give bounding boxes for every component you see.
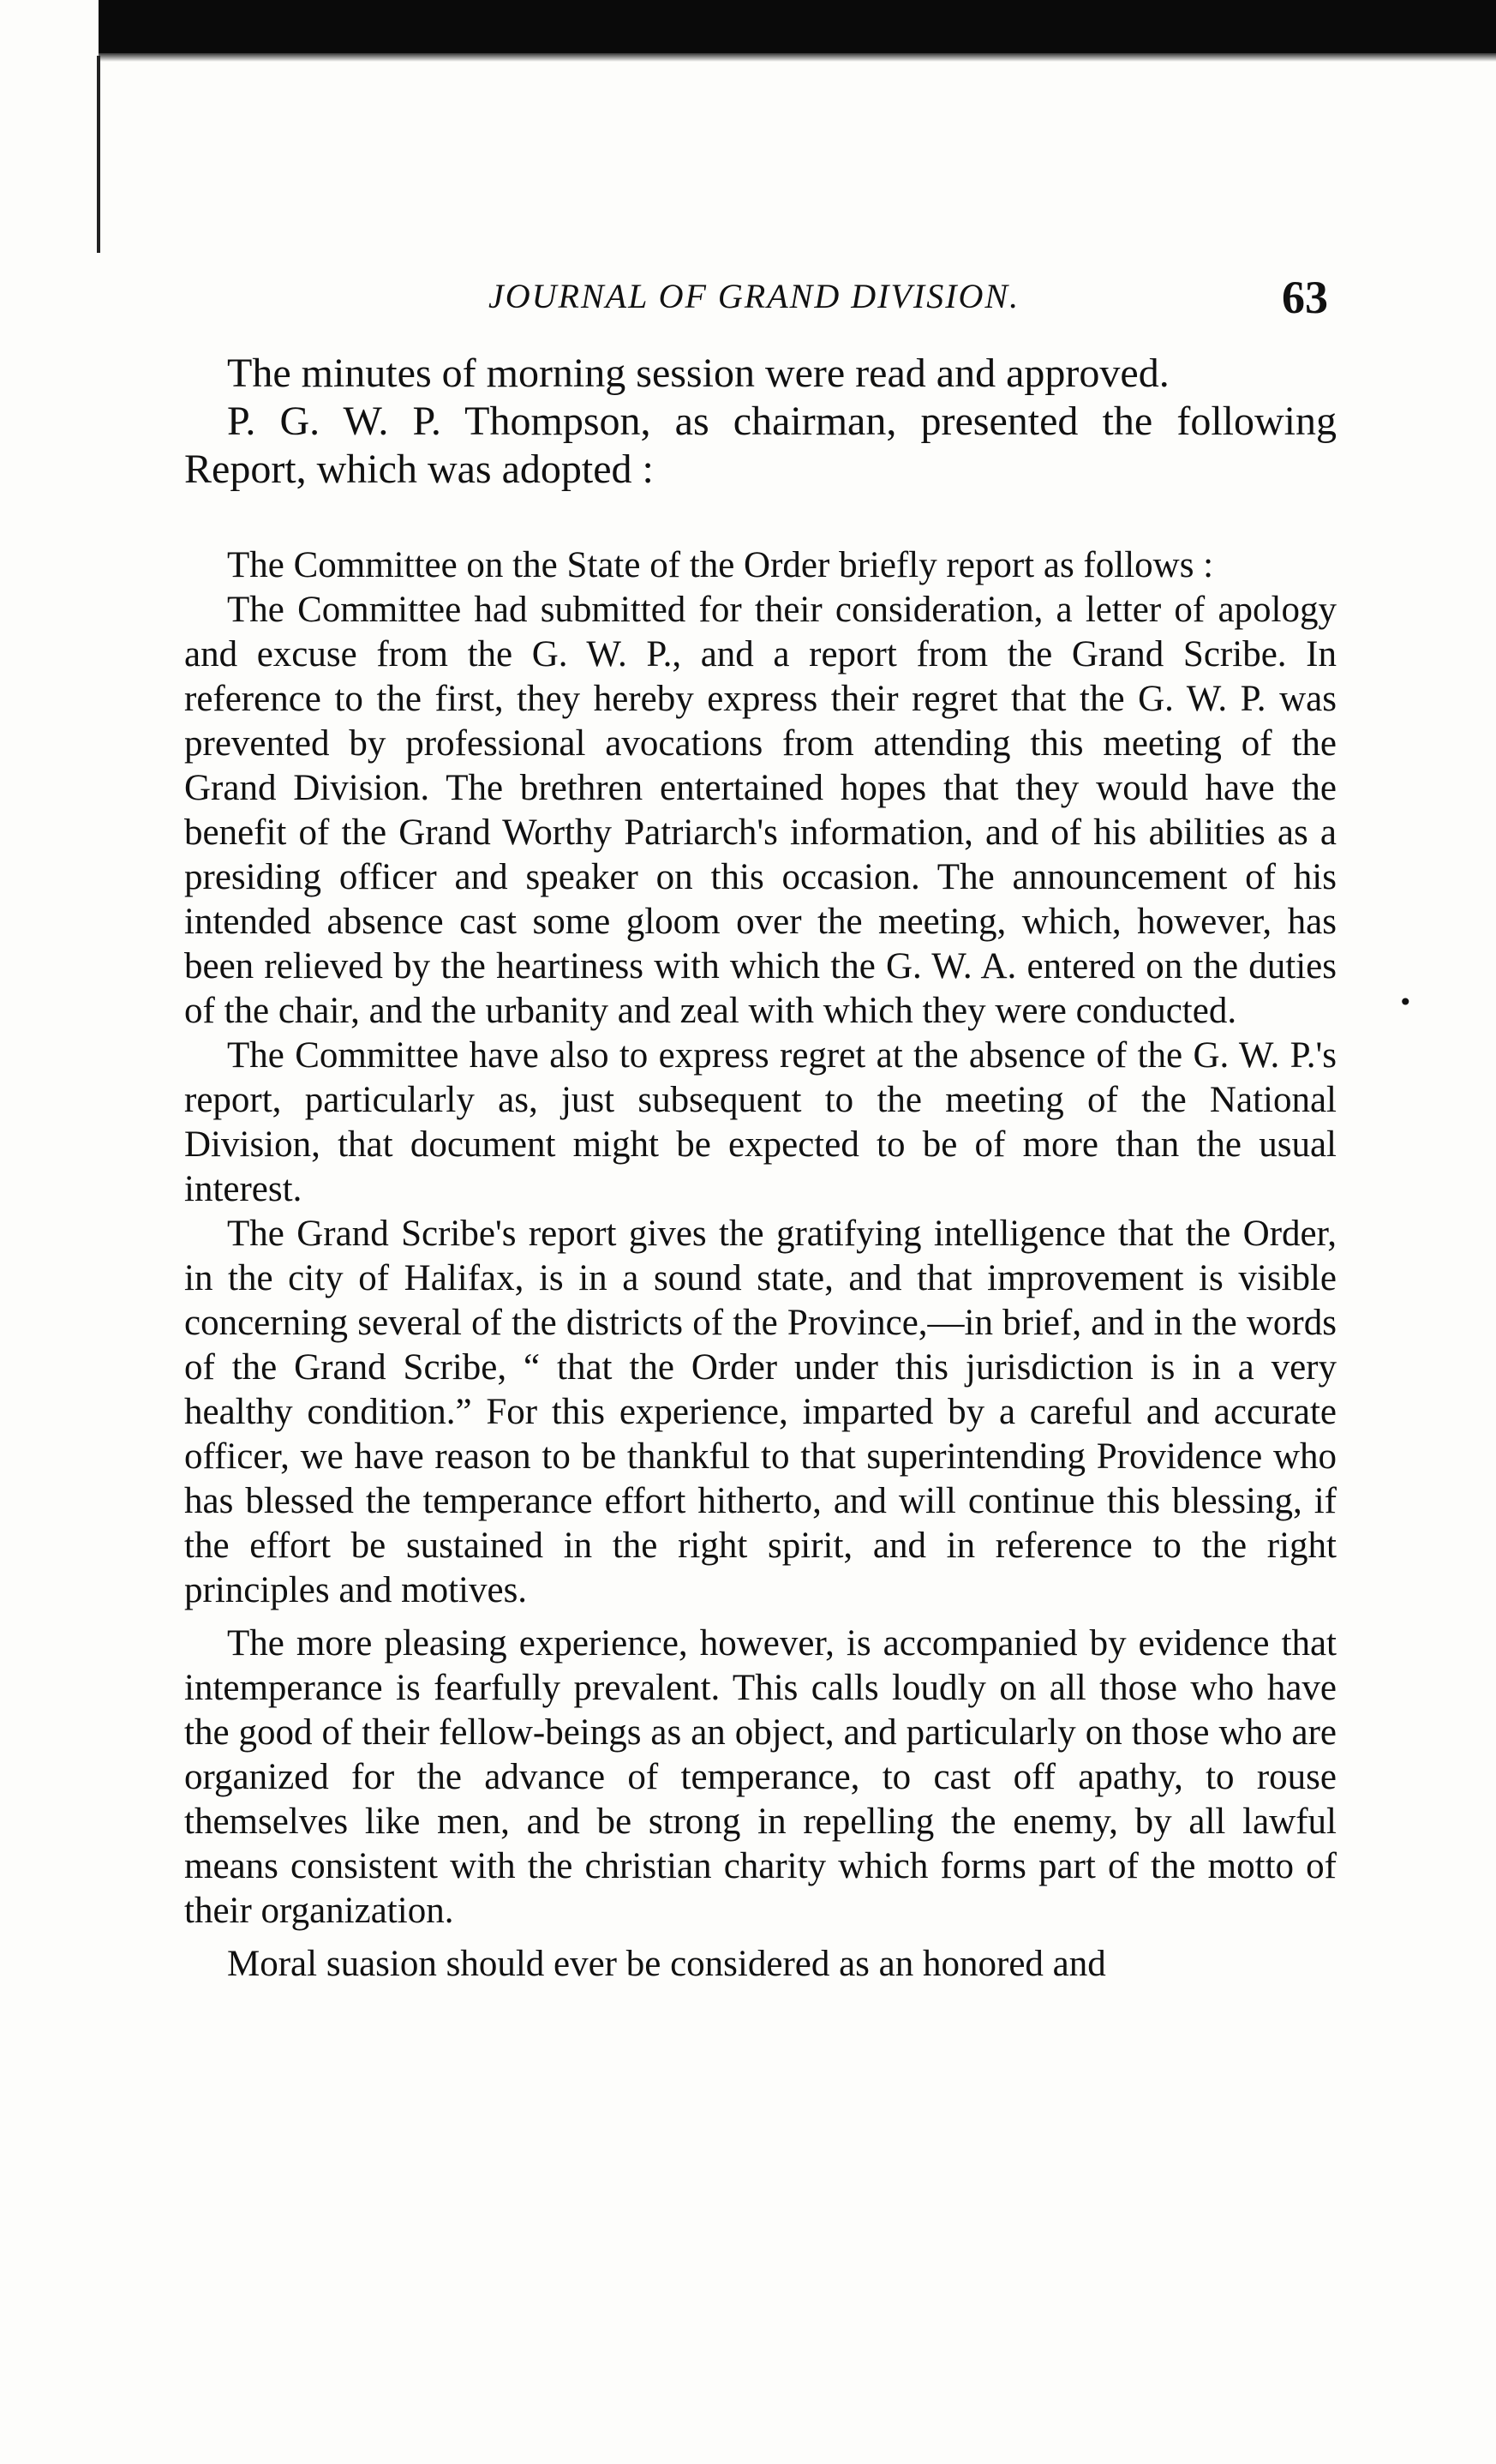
running-head: JOURNAL OF GRAND DIVISION. <box>488 277 1020 315</box>
scan-edge-bar <box>99 0 1496 53</box>
paragraph-report-intro: P. G. W. P. Thompson, as chairman, presented the following Report, which was adopted : <box>184 399 1337 492</box>
margin-mark: • <box>1398 988 1413 1016</box>
paragraph-committee-heading: The Committee on the State of the Order briefly report as follows : <box>227 545 1214 585</box>
page-number: 63 <box>1282 272 1328 323</box>
page-header <box>231 272 1345 327</box>
body-text <box>184 350 1337 1987</box>
paragraph-minutes: The minutes of morning session were read and approved. <box>227 351 1170 396</box>
paragraph-moral-suasion: Moral suasion should ever be considered as an honored and <box>227 1944 1106 1984</box>
paragraph-grand-scribe: The Grand Scribe's report gives the gratifying intelligence that the Order, in the city of Halifax, is in a sound state, and that improvement is visible concerning several of the districts of the Province,—in brief, and in the words of the Grand Scribe, “ that the Order under this jurisdiction is in a very healthy condition.” For this experience, imparted by a careful and accurate officer, we have reason to be thankful to that superintending Providence who has blessed the temperance effort hitherto, and will continue this blessing, if the effort be sustained in the right spirit, and in reference to the right principles and motives. <box>184 1214 1337 1610</box>
paragraph-absence: The Committee have also to express regret at the absence of the G. W. P.'s report, particularly as, just subsequent to the meeting of the National Division, that document might be expected to be of more than the usual interest. <box>184 1035 1337 1209</box>
scan-margin-line <box>97 56 100 253</box>
paragraph-consideration: The Committee had submitted for their consideration, a letter of apology and excuse from the G. W. P., and a report from the Grand Scribe. In reference to the first, they hereby express their regret that the G. W. P. was prevented by professional avocations from attending this meeting of the Grand Division. The brethren entertained hopes that they would have the benefit of the Grand Worthy Patriarch's information, and of his abilities as a presiding officer and speaker on this occasion. The announcement of his intended absence cast some gloom over the meeting, which, however, has been relieved by the heartiness with which the G. W. A. entered on the duties of the chair, and the urbanity and zeal with which they were conducted. <box>184 590 1337 1031</box>
paragraph-intemperance: The more pleasing experience, however, is accompanied by evidence that intemperance is fearfully prevalent. This calls loudly on all those who have the good of their fellow-beings as an object, and particularly on those who are organized for the advance of temperance, to cast off apathy, to rouse themselves like men, and be strong in repelling the enemy, by all lawful means consistent with the christian charity which forms part of the motto of their organization. <box>184 1623 1337 1931</box>
